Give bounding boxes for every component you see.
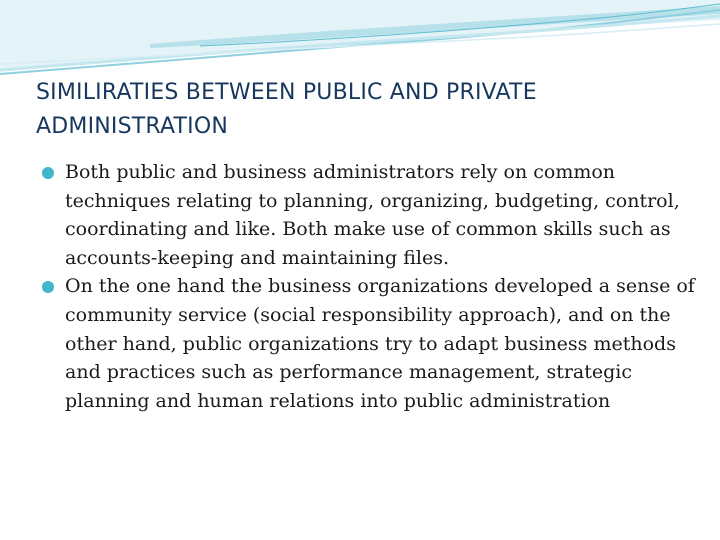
slide-title: SIMILIRATIES BETWEEN PUBLIC AND PRIVATE ADMINISTRATION [36,80,537,139]
bullet-text: On the one hand the business organizations developed a sense of community service (social responsibility approach), and on the other hand, public organizations try to adapt business methods and practices such as performance management, strategic planning and human relations into public administration [65,275,695,412]
bullet-text: Both public and business administrators rely on common techniques relating to planning, organizing, budgeting, control, coordinating and like. Both make use of common skills such as accounts-keeping and maintaining files. [65,161,680,269]
bullet-list [42,158,702,415]
bullet-dot-icon [42,167,54,179]
bullet-dot-icon [42,281,54,293]
bullet-item-mutual-adoption [42,272,702,415]
bullet-item-similar-techniques [42,158,702,272]
